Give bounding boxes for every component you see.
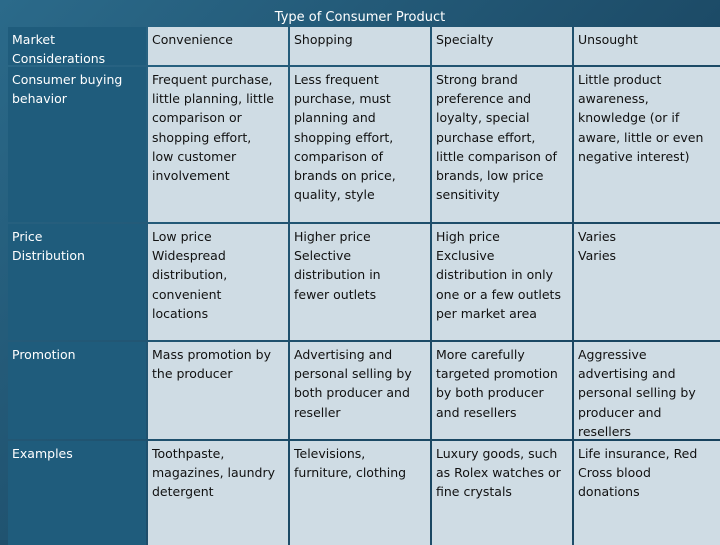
- cell-promotion-convenience: Mass promotion by the producer: [148, 342, 288, 439]
- cell-price-shopping: Higher price Selective distribution in fewer outlets: [290, 224, 430, 340]
- row-label-price-distribution: Price Distribution: [8, 224, 146, 340]
- cell-promotion-shopping: Advertising and personal selling by both producer and reseller: [290, 342, 430, 439]
- cell-price-unsought: Varies Varies: [574, 224, 720, 340]
- table-super-title: Type of Consumer Product: [274, 10, 446, 25]
- header-shopping: Shopping: [290, 27, 430, 65]
- header-label-market-considerations: Market Considerations: [8, 27, 146, 65]
- cell-buying-specialty: Strong brand preference and loyalty, special purchase effort, little comparison of brands, low price sensitivity: [432, 67, 572, 222]
- cell-examples-specialty: Luxury goods, such as Rolex watches or fine crystals: [432, 441, 572, 545]
- cell-examples-shopping: Televisions, furniture, clothing: [290, 441, 430, 545]
- cell-buying-unsought: Little product awareness, knowledge (or if aware, little or even negative interest): [574, 67, 720, 222]
- cell-examples-unsought: Life insurance, Red Cross blood donations: [574, 441, 720, 545]
- cell-buying-shopping: Less frequent purchase, must planning and shopping effort, comparison of brands on price, quality, style: [290, 67, 430, 222]
- header-convenience: Convenience: [148, 27, 288, 65]
- cell-price-convenience: Low price Widespread distribution, convenient locations: [148, 224, 288, 340]
- row-label-promotion: Promotion: [8, 342, 146, 439]
- row-label-examples: Examples: [8, 441, 146, 545]
- cell-promotion-unsought: Aggressive advertising and personal selling by producer and resellers: [574, 342, 720, 439]
- cell-examples-convenience: Toothpaste, magazines, laundry detergent: [148, 441, 288, 545]
- cell-buying-convenience: Frequent purchase, little planning, little comparison or shopping effort, low customer involvement: [148, 67, 288, 222]
- cell-price-specialty: High price Exclusive distribution in only one or a few outlets per market area: [432, 224, 572, 340]
- header-unsought: Unsought: [574, 27, 720, 65]
- row-label-buying-behavior: Consumer buying behavior: [8, 67, 146, 222]
- consumer-product-table: [8, 27, 714, 537]
- header-specialty: Specialty: [432, 27, 572, 65]
- cell-promotion-specialty: More carefully targeted promotion by both producer and resellers: [432, 342, 572, 439]
